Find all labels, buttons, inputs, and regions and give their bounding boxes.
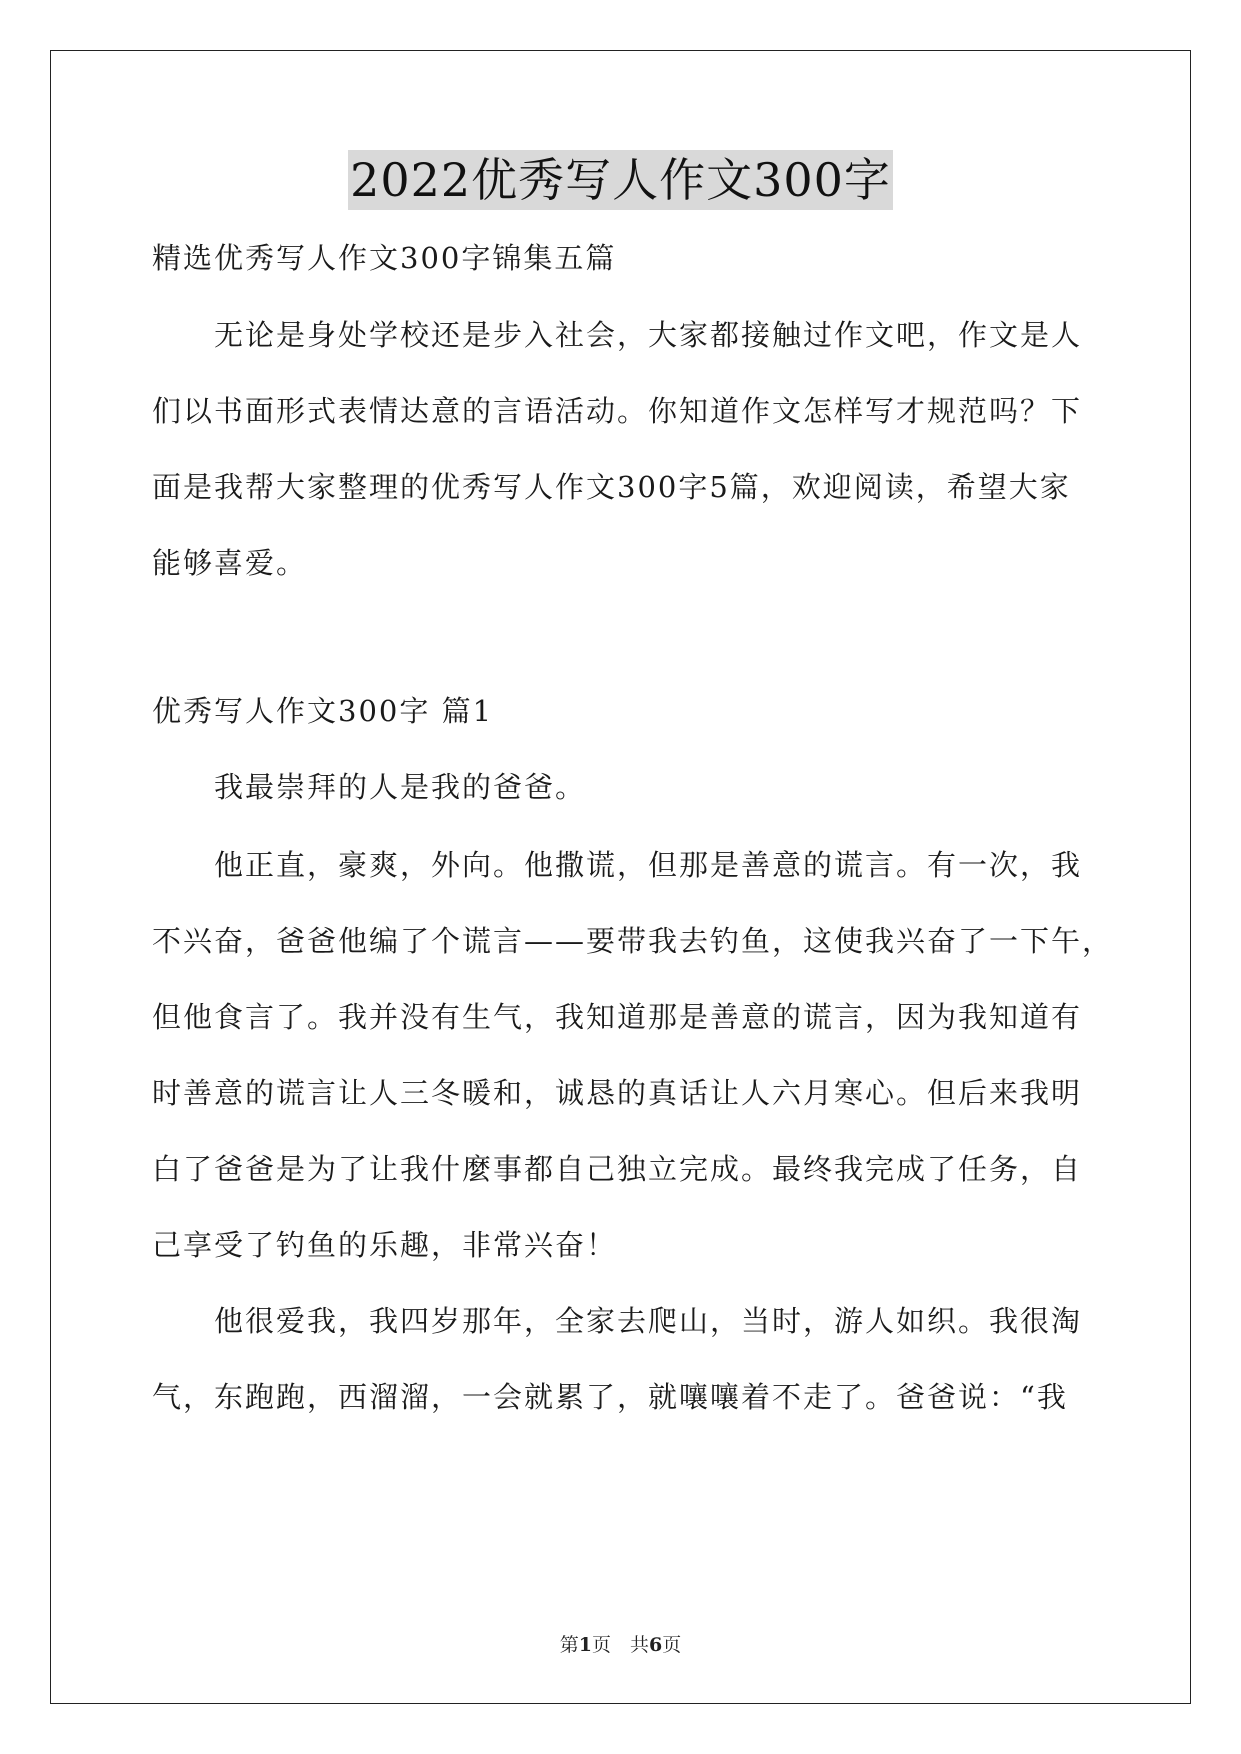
intro-line: 面是我帮大家整理的优秀写人作文300字5篇，欢迎阅读，希望大家	[152, 470, 1071, 504]
total-pages-number: 6	[649, 1634, 663, 1656]
body-line: 我最崇拜的人是我的爸爸。	[152, 770, 587, 804]
page-number-prefix: 第	[559, 1634, 579, 1656]
intro-line: 无论是身处学校还是步入社会，大家都接触过作文吧，作文是人	[152, 318, 1083, 352]
body-line: 但他食言了。我并没有生气，我知道那是善意的谎言，因为我知道有	[152, 1000, 1083, 1034]
body-line: 不兴奋，爸爸他编了个谎言——要带我去钓鱼，这使我兴奋了一下午，	[152, 924, 1114, 958]
body-line: 气，东跑跑，西溜溜，一会就累了，就嚷嚷着不走了。爸爸说：“我	[152, 1380, 1068, 1414]
page-number-mid: 页 共	[591, 1634, 649, 1656]
current-page-number: 1	[578, 1634, 592, 1656]
body-line: 己享受了钓鱼的乐趣，非常兴奋！	[152, 1228, 618, 1262]
body-line: 时善意的谎言让人三冬暖和，诚恳的真话让人六月寒心。但后来我明	[152, 1076, 1083, 1110]
intro-line: 能够喜爱。	[152, 546, 308, 580]
intro-line: 们以书面形式表情达意的言语活动。你知道作文怎样写才规范吗？下	[152, 394, 1083, 428]
document-title: 2022优秀写人作文300字	[348, 150, 893, 210]
page-number-suffix: 页	[662, 1634, 682, 1656]
title-block	[0, 150, 1241, 210]
section-heading: 优秀写人作文300字 篇1	[152, 694, 494, 728]
body-line: 他正直，豪爽，外向。他撒谎，但那是善意的谎言。有一次，我	[152, 848, 1083, 882]
body-line: 他很爱我，我四岁那年，全家去爬山，当时，游人如织。我很淘	[152, 1304, 1083, 1338]
document-subtitle: 精选优秀写人作文300字锦集五篇	[152, 241, 617, 275]
page-footer	[0, 1630, 1241, 1657]
body-line: 白了爸爸是为了让我什麼事都自己独立完成。最终我完成了任务，自	[152, 1152, 1083, 1186]
